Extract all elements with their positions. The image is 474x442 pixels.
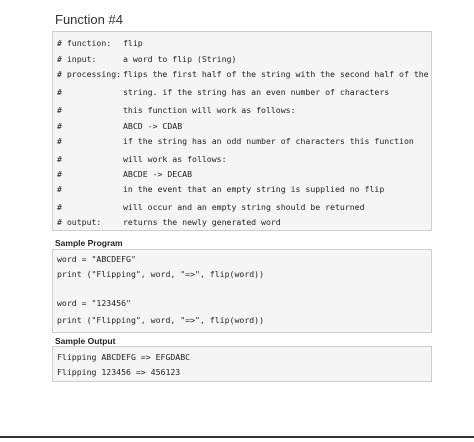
code-comment-text: a word to flip (String): [123, 54, 237, 64]
code-comment-text: flips the first half of the string with the second half of the: [123, 69, 429, 79]
code-line: print ("Flipping", word, "=>", flip(word)): [57, 269, 265, 279]
bottom-rule: [0, 436, 474, 438]
output-line: Flipping 123456 => 456123: [57, 367, 181, 377]
code-comment-label: #: [57, 184, 62, 194]
code-line: word = "ABCDEFG": [57, 254, 136, 264]
code-comment-text: in the event that an empty string is supplied no flip: [123, 184, 385, 194]
code-line: word = "123456": [57, 298, 131, 308]
code-comment-text: will occur and an empty string should be returned: [123, 202, 365, 212]
code-comment-label: # function:: [57, 38, 112, 48]
sample-program-box: [52, 249, 432, 333]
sample-program-label: Sample Program: [55, 238, 123, 248]
sample-output-box: [52, 346, 432, 382]
code-comment-label: #: [57, 202, 62, 212]
sample-output-label: Sample Output: [55, 336, 116, 346]
function-box: [52, 31, 432, 231]
code-comment-text: this function will work as follows:: [123, 105, 296, 115]
code-comment-label: # processing:: [57, 69, 122, 79]
code-comment-text: if the string has an odd number of characters this function: [123, 136, 414, 146]
code-comment-label: #: [57, 169, 62, 179]
output-line: Flipping ABCDEFG => EFGDABC: [57, 352, 191, 362]
code-comment-text: flip: [123, 38, 143, 48]
code-comment-text: string. if the string has an even number of characters: [123, 87, 390, 97]
code-comment-label: #: [57, 87, 62, 97]
page-title: Function #4: [55, 12, 123, 27]
code-comment-label: #: [57, 121, 62, 131]
code-comment-label: #: [57, 105, 62, 115]
code-comment-label: # input:: [57, 54, 97, 64]
code-comment-text: returns the newly generated word: [123, 217, 281, 227]
code-comment-label: #: [57, 136, 62, 146]
code-comment-text: ABCDE -> DECAB: [123, 169, 193, 179]
code-comment-text: will work as follows:: [123, 154, 227, 164]
code-comment-label: #: [57, 154, 62, 164]
code-line: print ("Flipping", word, "=>", flip(word)): [57, 315, 265, 325]
code-comment-text: ABCD -> CDAB: [123, 121, 183, 131]
code-comment-label: # output:: [57, 217, 102, 227]
